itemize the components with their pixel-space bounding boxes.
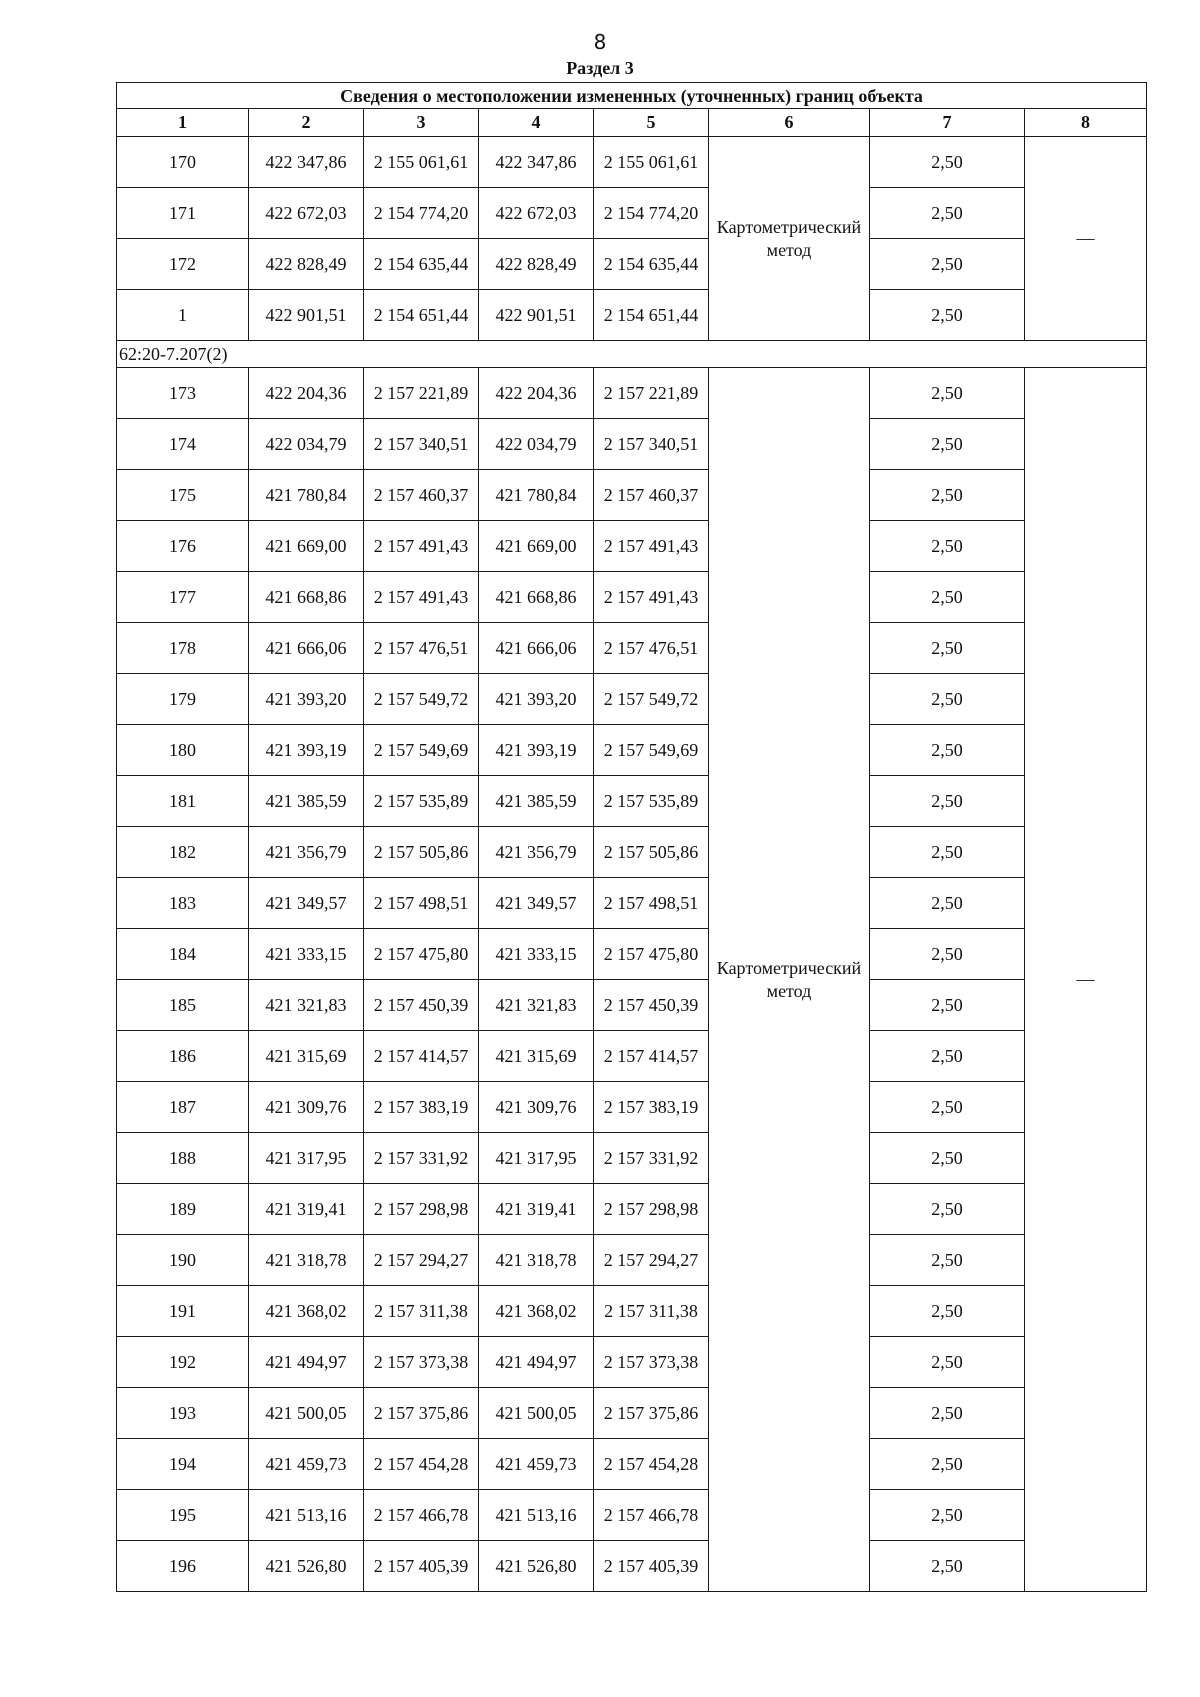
y-coordinate-existing: 2 157 450,39 [364, 980, 479, 1031]
accuracy-value: 2,50 [870, 188, 1025, 239]
y-coordinate-refined: 2 157 491,43 [594, 572, 709, 623]
y-coordinate-existing: 2 157 221,89 [364, 368, 479, 419]
x-coordinate-refined: 421 494,97 [479, 1337, 594, 1388]
section-title: Раздел 3 [566, 58, 634, 78]
point-number: 183 [117, 878, 249, 929]
x-coordinate-refined: 421 669,00 [479, 521, 594, 572]
x-coordinate-existing: 421 309,76 [249, 1082, 364, 1133]
table-row [117, 368, 1147, 419]
y-coordinate-existing: 2 157 535,89 [364, 776, 479, 827]
table-row [117, 521, 1147, 572]
point-number: 182 [117, 827, 249, 878]
accuracy-value: 2,50 [870, 1388, 1025, 1439]
y-coordinate-refined: 2 157 549,72 [594, 674, 709, 725]
point-number: 180 [117, 725, 249, 776]
x-coordinate-refined: 421 500,05 [479, 1388, 594, 1439]
column-header: 2 [249, 109, 364, 137]
accuracy-value: 2,50 [870, 1439, 1025, 1490]
x-coordinate-refined: 421 333,15 [479, 929, 594, 980]
point-number: 170 [117, 137, 249, 188]
x-coordinate-refined: 421 513,16 [479, 1490, 594, 1541]
x-coordinate-refined: 421 356,79 [479, 827, 594, 878]
column-header: 8 [1025, 109, 1147, 137]
point-number: 184 [117, 929, 249, 980]
column-header: 1 [117, 109, 249, 137]
x-coordinate-refined: 421 780,84 [479, 470, 594, 521]
table-body [117, 83, 1147, 1592]
table-row [117, 1337, 1147, 1388]
y-coordinate-refined: 2 157 331,92 [594, 1133, 709, 1184]
y-coordinate-existing: 2 157 373,38 [364, 1337, 479, 1388]
group-label-row [117, 341, 1147, 368]
x-coordinate-existing: 421 780,84 [249, 470, 364, 521]
y-coordinate-refined: 2 157 505,86 [594, 827, 709, 878]
x-coordinate-refined: 421 393,19 [479, 725, 594, 776]
table-row [117, 674, 1147, 725]
y-coordinate-existing: 2 157 383,19 [364, 1082, 479, 1133]
point-number: 171 [117, 188, 249, 239]
y-coordinate-refined: 2 157 460,37 [594, 470, 709, 521]
table-row [117, 776, 1147, 827]
y-coordinate-refined: 2 157 375,86 [594, 1388, 709, 1439]
column-header: 7 [870, 109, 1025, 137]
y-coordinate-refined: 2 157 405,39 [594, 1541, 709, 1592]
y-coordinate-existing: 2 157 375,86 [364, 1388, 479, 1439]
accuracy-value: 2,50 [870, 290, 1025, 341]
x-coordinate-existing: 421 669,00 [249, 521, 364, 572]
x-coordinate-existing: 421 393,19 [249, 725, 364, 776]
accuracy-value: 2,50 [870, 980, 1025, 1031]
y-coordinate-refined: 2 157 298,98 [594, 1184, 709, 1235]
table-row [117, 1235, 1147, 1286]
y-coordinate-existing: 2 155 061,61 [364, 137, 479, 188]
x-coordinate-existing: 421 500,05 [249, 1388, 364, 1439]
point-number: 173 [117, 368, 249, 419]
x-coordinate-refined: 421 349,57 [479, 878, 594, 929]
coordinates-table [116, 82, 1147, 1592]
x-coordinate-existing: 421 668,86 [249, 572, 364, 623]
x-coordinate-refined: 422 672,03 [479, 188, 594, 239]
x-coordinate-existing: 421 318,78 [249, 1235, 364, 1286]
point-number: 1 [117, 290, 249, 341]
point-number: 190 [117, 1235, 249, 1286]
table-row [117, 1031, 1147, 1082]
accuracy-value: 2,50 [870, 1082, 1025, 1133]
y-coordinate-refined: 2 154 651,44 [594, 290, 709, 341]
accuracy-value: 2,50 [870, 725, 1025, 776]
accuracy-value: 2,50 [870, 521, 1025, 572]
y-coordinate-refined: 2 157 294,27 [594, 1235, 709, 1286]
y-coordinate-existing: 2 157 460,37 [364, 470, 479, 521]
column-header-row [117, 109, 1147, 137]
x-coordinate-existing: 421 526,80 [249, 1541, 364, 1592]
y-coordinate-refined: 2 157 221,89 [594, 368, 709, 419]
y-coordinate-existing: 2 157 491,43 [364, 521, 479, 572]
table-row [117, 470, 1147, 521]
y-coordinate-refined: 2 157 549,69 [594, 725, 709, 776]
x-coordinate-refined: 422 901,51 [479, 290, 594, 341]
y-coordinate-existing: 2 157 331,92 [364, 1133, 479, 1184]
method-cell [709, 368, 870, 1592]
x-coordinate-refined: 421 459,73 [479, 1439, 594, 1490]
point-number: 189 [117, 1184, 249, 1235]
x-coordinate-refined: 421 385,59 [479, 776, 594, 827]
point-number: 192 [117, 1337, 249, 1388]
table-row [117, 623, 1147, 674]
accuracy-value: 2,50 [870, 572, 1025, 623]
table-row [117, 1286, 1147, 1337]
point-number: 176 [117, 521, 249, 572]
y-coordinate-refined: 2 157 466,78 [594, 1490, 709, 1541]
table-row [117, 188, 1147, 239]
x-coordinate-refined: 421 321,83 [479, 980, 594, 1031]
table-caption: Сведения о местоположении измененных (уточненных) границ объекта [117, 83, 1147, 109]
y-coordinate-refined: 2 157 476,51 [594, 623, 709, 674]
note-cell: — [1025, 368, 1147, 1592]
column-header: 3 [364, 109, 479, 137]
table-row [117, 1133, 1147, 1184]
y-coordinate-refined: 2 157 535,89 [594, 776, 709, 827]
y-coordinate-existing: 2 154 774,20 [364, 188, 479, 239]
x-coordinate-existing: 422 034,79 [249, 419, 364, 470]
x-coordinate-existing: 421 393,20 [249, 674, 364, 725]
point-number: 186 [117, 1031, 249, 1082]
x-coordinate-existing: 421 333,15 [249, 929, 364, 980]
x-coordinate-refined: 421 319,41 [479, 1184, 594, 1235]
x-coordinate-existing: 421 317,95 [249, 1133, 364, 1184]
point-number: 175 [117, 470, 249, 521]
x-coordinate-existing: 421 459,73 [249, 1439, 364, 1490]
column-header: 4 [479, 109, 594, 137]
point-number: 185 [117, 980, 249, 1031]
y-coordinate-existing: 2 157 475,80 [364, 929, 479, 980]
x-coordinate-refined: 421 317,95 [479, 1133, 594, 1184]
table-row [117, 878, 1147, 929]
accuracy-value: 2,50 [870, 827, 1025, 878]
y-coordinate-existing: 2 157 549,72 [364, 674, 479, 725]
x-coordinate-existing: 421 321,83 [249, 980, 364, 1031]
x-coordinate-existing: 421 513,16 [249, 1490, 364, 1541]
x-coordinate-existing: 422 204,36 [249, 368, 364, 419]
x-coordinate-refined: 422 347,86 [479, 137, 594, 188]
y-coordinate-refined: 2 157 475,80 [594, 929, 709, 980]
y-coordinate-existing: 2 157 454,28 [364, 1439, 479, 1490]
x-coordinate-refined: 421 393,20 [479, 674, 594, 725]
x-coordinate-refined: 421 526,80 [479, 1541, 594, 1592]
accuracy-value: 2,50 [870, 1541, 1025, 1592]
x-coordinate-refined: 421 666,06 [479, 623, 594, 674]
accuracy-value: 2,50 [870, 470, 1025, 521]
y-coordinate-refined: 2 157 373,38 [594, 1337, 709, 1388]
table-row [117, 1439, 1147, 1490]
point-number: 179 [117, 674, 249, 725]
accuracy-value: 2,50 [870, 1133, 1025, 1184]
y-coordinate-existing: 2 157 505,86 [364, 827, 479, 878]
x-coordinate-refined: 421 318,78 [479, 1235, 594, 1286]
y-coordinate-refined: 2 157 491,43 [594, 521, 709, 572]
x-coordinate-existing: 422 901,51 [249, 290, 364, 341]
point-number: 195 [117, 1490, 249, 1541]
x-coordinate-refined: 421 368,02 [479, 1286, 594, 1337]
point-number: 194 [117, 1439, 249, 1490]
y-coordinate-refined: 2 157 414,57 [594, 1031, 709, 1082]
y-coordinate-existing: 2 157 340,51 [364, 419, 479, 470]
column-header: 5 [594, 109, 709, 137]
x-coordinate-refined: 421 309,76 [479, 1082, 594, 1133]
y-coordinate-existing: 2 154 651,44 [364, 290, 479, 341]
point-number: 172 [117, 239, 249, 290]
point-number: 174 [117, 419, 249, 470]
x-coordinate-refined: 422 204,36 [479, 368, 594, 419]
point-number: 177 [117, 572, 249, 623]
y-coordinate-existing: 2 154 635,44 [364, 239, 479, 290]
y-coordinate-existing: 2 157 549,69 [364, 725, 479, 776]
table-row [117, 1388, 1147, 1439]
y-coordinate-existing: 2 157 476,51 [364, 623, 479, 674]
x-coordinate-existing: 421 319,41 [249, 1184, 364, 1235]
table-row [117, 1490, 1147, 1541]
x-coordinate-existing: 421 315,69 [249, 1031, 364, 1082]
table-row [117, 980, 1147, 1031]
point-number: 193 [117, 1388, 249, 1439]
y-coordinate-existing: 2 157 498,51 [364, 878, 479, 929]
point-number: 188 [117, 1133, 249, 1184]
point-number: 187 [117, 1082, 249, 1133]
y-coordinate-refined: 2 157 450,39 [594, 980, 709, 1031]
accuracy-value: 2,50 [870, 368, 1025, 419]
point-number: 181 [117, 776, 249, 827]
x-coordinate-refined: 421 668,86 [479, 572, 594, 623]
table-row [117, 572, 1147, 623]
page-number: 8 [593, 30, 607, 54]
x-coordinate-existing: 421 356,79 [249, 827, 364, 878]
note-cell: — [1025, 137, 1147, 341]
y-coordinate-existing: 2 157 294,27 [364, 1235, 479, 1286]
table-row [117, 725, 1147, 776]
accuracy-value: 2,50 [870, 1286, 1025, 1337]
y-coordinate-existing: 2 157 414,57 [364, 1031, 479, 1082]
y-coordinate-existing: 2 157 405,39 [364, 1541, 479, 1592]
method-cell [709, 137, 870, 341]
accuracy-value: 2,50 [870, 419, 1025, 470]
y-coordinate-existing: 2 157 466,78 [364, 1490, 479, 1541]
y-coordinate-existing: 2 157 491,43 [364, 572, 479, 623]
table-row [117, 1082, 1147, 1133]
y-coordinate-refined: 2 157 340,51 [594, 419, 709, 470]
y-coordinate-refined: 2 157 498,51 [594, 878, 709, 929]
x-coordinate-existing: 421 494,97 [249, 1337, 364, 1388]
y-coordinate-refined: 2 157 311,38 [594, 1286, 709, 1337]
y-coordinate-refined: 2 157 383,19 [594, 1082, 709, 1133]
x-coordinate-refined: 421 315,69 [479, 1031, 594, 1082]
accuracy-value: 2,50 [870, 674, 1025, 725]
accuracy-value: 2,50 [870, 929, 1025, 980]
x-coordinate-existing: 421 666,06 [249, 623, 364, 674]
accuracy-value: 2,50 [870, 1337, 1025, 1388]
point-number: 178 [117, 623, 249, 674]
table-caption-row [117, 83, 1147, 109]
table-row [117, 239, 1147, 290]
x-coordinate-existing: 422 347,86 [249, 137, 364, 188]
accuracy-value: 2,50 [870, 137, 1025, 188]
accuracy-value: 2,50 [870, 1184, 1025, 1235]
table-row [117, 929, 1147, 980]
x-coordinate-existing: 422 672,03 [249, 188, 364, 239]
accuracy-value: 2,50 [870, 878, 1025, 929]
x-coordinate-refined: 422 828,49 [479, 239, 594, 290]
x-coordinate-existing: 422 828,49 [249, 239, 364, 290]
point-number: 196 [117, 1541, 249, 1592]
accuracy-value: 2,50 [870, 623, 1025, 674]
table-row [117, 290, 1147, 341]
accuracy-value: 2,50 [870, 239, 1025, 290]
group-label: 62:20-7.207(2) [117, 341, 1147, 368]
table-row [117, 419, 1147, 470]
column-header: 6 [709, 109, 870, 137]
table-row [117, 137, 1147, 188]
accuracy-value: 2,50 [870, 1031, 1025, 1082]
x-coordinate-existing: 421 385,59 [249, 776, 364, 827]
y-coordinate-existing: 2 157 311,38 [364, 1286, 479, 1337]
table-row [117, 1541, 1147, 1592]
method-text: Картометрический метод [716, 957, 862, 1001]
y-coordinate-refined: 2 154 635,44 [594, 239, 709, 290]
accuracy-value: 2,50 [870, 1235, 1025, 1286]
x-coordinate-existing: 421 349,57 [249, 878, 364, 929]
method-text: Картометрический метод [716, 216, 862, 260]
x-coordinate-existing: 421 368,02 [249, 1286, 364, 1337]
point-number: 191 [117, 1286, 249, 1337]
x-coordinate-refined: 422 034,79 [479, 419, 594, 470]
y-coordinate-refined: 2 157 454,28 [594, 1439, 709, 1490]
y-coordinate-refined: 2 155 061,61 [594, 137, 709, 188]
table-row [117, 827, 1147, 878]
y-coordinate-existing: 2 157 298,98 [364, 1184, 479, 1235]
accuracy-value: 2,50 [870, 776, 1025, 827]
table-row [117, 1184, 1147, 1235]
accuracy-value: 2,50 [870, 1490, 1025, 1541]
y-coordinate-refined: 2 154 774,20 [594, 188, 709, 239]
